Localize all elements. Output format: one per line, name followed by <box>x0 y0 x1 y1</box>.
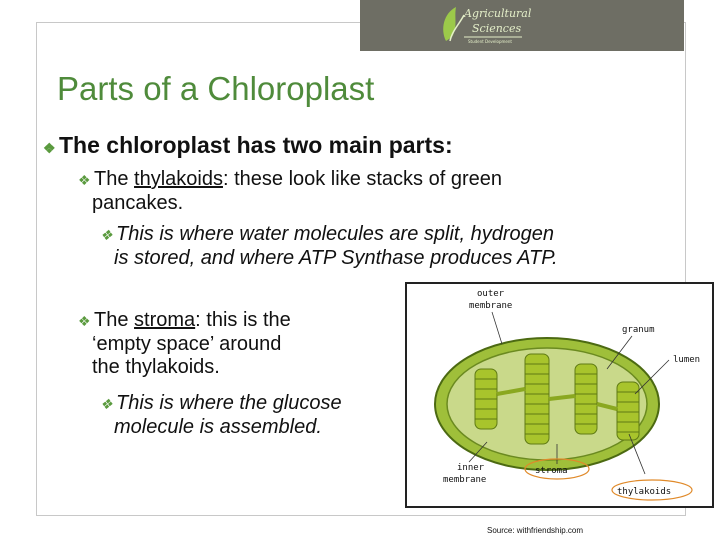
stroma-text-2: ‘empty space’ around <box>92 333 282 355</box>
stroma-point <box>78 309 398 379</box>
book-bullet-icon: ❖ <box>100 227 113 243</box>
stroma-term: stroma <box>134 309 196 331</box>
source-credit: Source: withfriendship.com <box>487 526 584 535</box>
thylakoids-text-2: pancakes. <box>92 192 184 214</box>
logo-line-2: Sciences <box>472 22 522 35</box>
logo-subtitle: Student Development <box>468 39 512 44</box>
book-bullet-icon: ❖ <box>78 313 91 329</box>
thylakoids-detail-2: is stored, and where ATP Synthase produces ATP. <box>114 247 558 269</box>
stroma-prefix: The <box>94 309 135 331</box>
stroma-text-1: : this is the <box>195 309 291 331</box>
label-stroma: stroma <box>535 466 568 476</box>
book-bullet-icon: ❖ <box>43 140 56 156</box>
label-inner-membrane: membrane <box>443 475 487 485</box>
stroma-text-3: the thylakoids. <box>92 356 220 378</box>
main-point-text: The chloroplast has two main parts: <box>59 132 453 158</box>
chloroplast-diagram <box>405 282 714 508</box>
main-point <box>43 132 453 159</box>
granum-stack <box>525 354 549 444</box>
book-bullet-icon: ❖ <box>78 172 91 188</box>
label-lumen: lumen <box>673 355 701 365</box>
label-outer: outer <box>477 289 505 299</box>
granum-stack <box>617 382 639 440</box>
label-thylakoids: thylakoids <box>617 487 672 497</box>
slide-title: Parts of a Chloroplast <box>57 70 375 107</box>
thylakoids-term: thylakoids <box>134 168 223 190</box>
thylakoids-prefix: The <box>94 168 135 190</box>
label-granum: granum <box>622 325 655 335</box>
stroma-detail-2: molecule is assembled. <box>114 416 322 438</box>
stroma-detail-1: This is where the glucose <box>116 392 342 414</box>
logo-line-1: Agricultural <box>464 7 532 20</box>
label-inner: inner <box>457 463 485 473</box>
label-membrane: membrane <box>469 301 513 311</box>
thylakoids-detail <box>100 223 700 270</box>
stroma-detail <box>100 392 400 439</box>
thylakoids-detail-1: This is where water molecules are split, hydrogen <box>116 223 554 245</box>
thylakoids-point <box>78 168 678 215</box>
thylakoids-text-1: : these look like stacks of green <box>222 168 503 190</box>
book-bullet-icon: ❖ <box>100 396 113 412</box>
